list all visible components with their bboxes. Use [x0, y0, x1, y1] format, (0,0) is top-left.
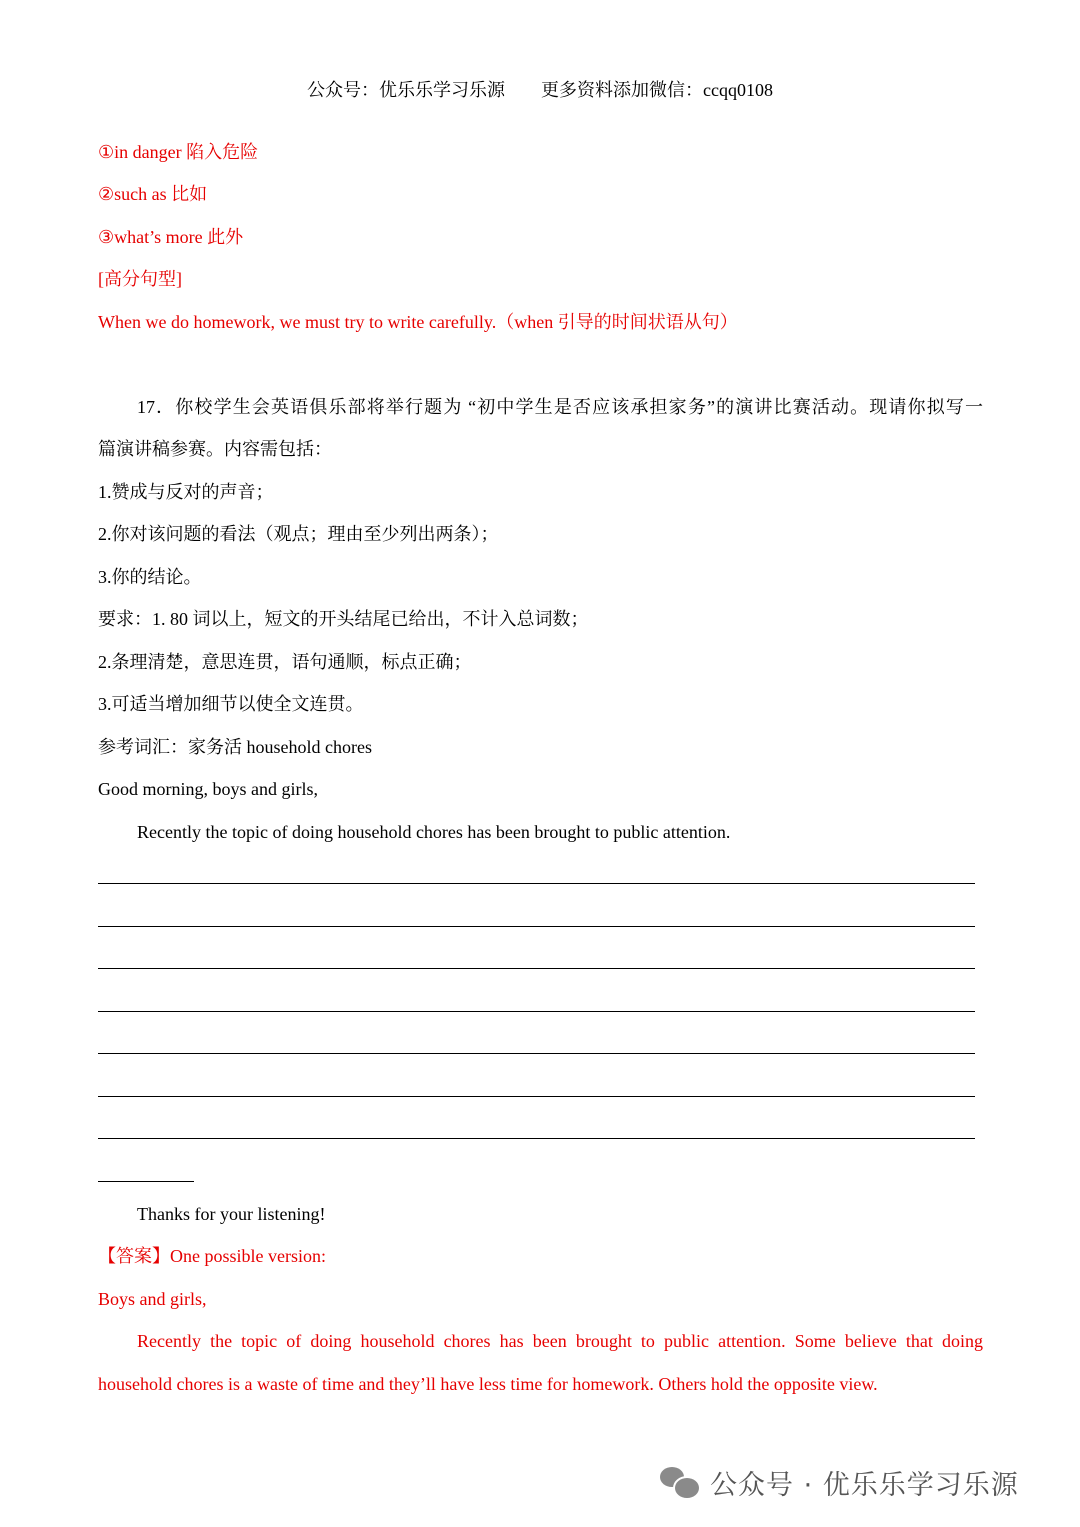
content-item-1: 1.赞成与反对的声音； [98, 482, 274, 502]
content-item-2: 2.你对该问题的看法（观点；理由至少列出两条）； [98, 524, 499, 544]
page-header [0, 76, 1080, 102]
requirement-1: 要求：1. 80 词以上，短文的开头结尾已给出，不计入总词数； [98, 609, 589, 629]
speech-opening: Recently the topic of doing household chores has been brought to public attention. [137, 822, 731, 842]
writing-line [98, 1011, 975, 1012]
phrase-3: ③what’s more 此外 [98, 227, 244, 247]
question-prompt-line-1: 17．你校学生会英语俱乐部将举行题为 “初中学生是否应该承担家务”的演讲比赛活动。现请你拟写一 [137, 397, 983, 417]
writing-line [98, 883, 975, 884]
writing-line [98, 1053, 975, 1054]
writing-line [98, 926, 975, 927]
content-item-3: 3.你的结论。 [98, 567, 202, 587]
wechat-icon [660, 1465, 700, 1499]
speech-closing: Thanks for your listening! [137, 1204, 326, 1224]
speech-greeting: Good morning, boys and girls, [98, 779, 318, 799]
watermark [660, 1462, 1019, 1502]
writing-line [98, 1138, 975, 1139]
answer-paragraph-line-1: Recently the topic of doing household chores has been brought to public attention. Some believe that doing [137, 1331, 983, 1351]
vocabulary-hint: 参考词汇：家务活 household chores [98, 737, 372, 757]
header-contact: 更多资料添加微信：ccqq0108 [541, 80, 773, 100]
answer-label: 【答案】One possible version: [98, 1246, 326, 1266]
writing-line [98, 968, 975, 969]
requirement-3: 3.可适当增加细节以使全文连贯。 [98, 694, 364, 714]
writing-line-short [98, 1181, 194, 1182]
sentence-example: When we do homework, we must try to write carefully.（when 引导的时间状语从句） [98, 312, 738, 332]
answer-paragraph-line-2: household chores is a waste of time and they’ll have less time for homework. Others hold the opposite view. [98, 1374, 878, 1394]
sentence-heading: [高分句型] [98, 269, 182, 289]
question-prompt-line-2: 篇演讲稿参赛。内容需包括： [98, 439, 332, 459]
header-account: 公众号：优乐乐学习乐源 [307, 80, 505, 100]
writing-line [98, 1096, 975, 1097]
watermark-text: 公众号 · 优乐乐学习乐源 [710, 1469, 1019, 1501]
requirement-2: 2.条理清楚，意思连贯，语句通顺，标点正确； [98, 652, 472, 672]
phrase-1: ①in danger 陷入危险 [98, 142, 259, 162]
phrase-2: ②such as 比如 [98, 184, 208, 204]
answer-greeting: Boys and girls, [98, 1289, 207, 1309]
